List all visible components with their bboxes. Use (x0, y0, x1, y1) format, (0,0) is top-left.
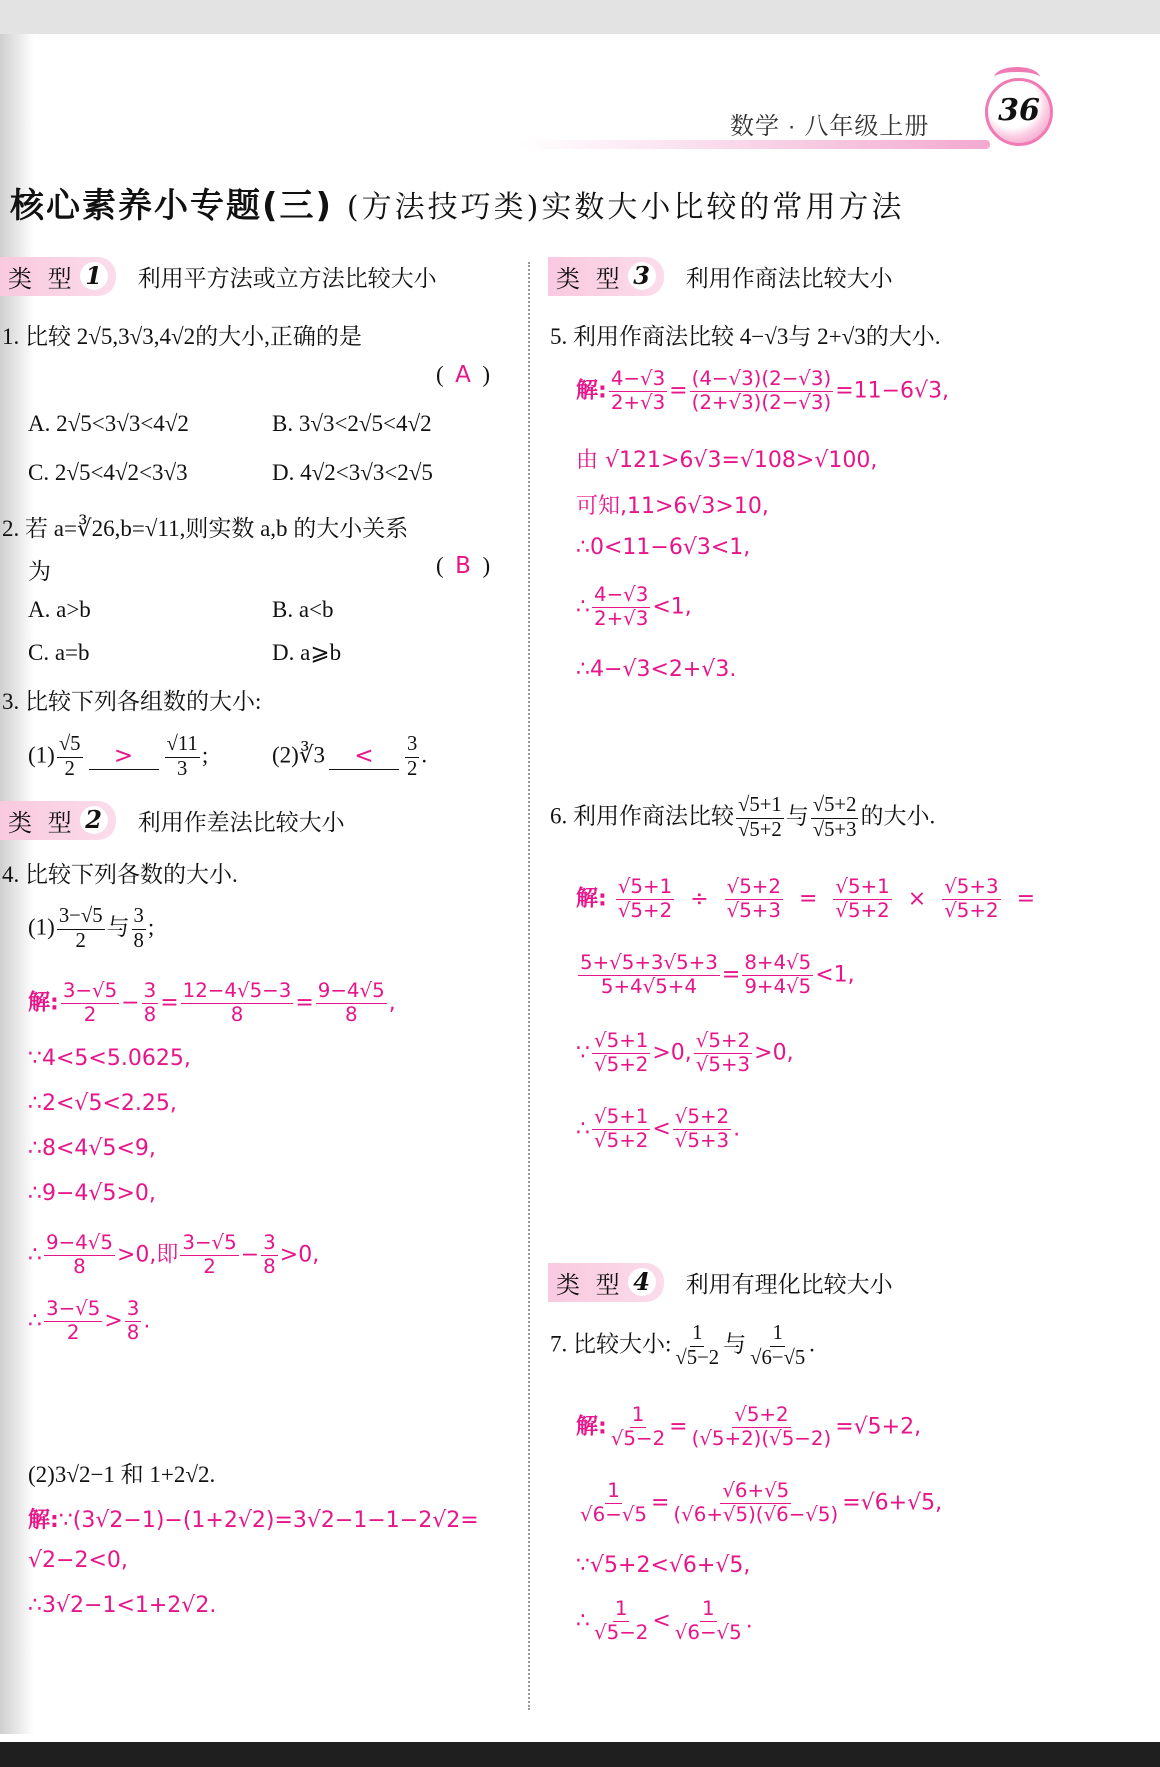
section-heading: 利用平方法或立方法比较大小 (137, 265, 437, 292)
q4-solution-line-6: ∴ $\frac{9-4√5}{8}$ >0,即 $\frac{3-√5}{2}$ − $\frac{3}{8}$ >0, (28, 1231, 320, 1278)
q2-option-c: C. a=b (28, 640, 90, 665)
section-type-2 (0, 802, 345, 838)
q4-part2-solution-2: √2−2<0, (28, 1548, 128, 1573)
q4-solution-line-7: ∴ $\frac{3-√5}{2}$ > $\frac{3}{8}$ . (28, 1297, 151, 1344)
q1-answer-bracket: ( A ) (436, 362, 491, 388)
q2-option-a: A. a>b (28, 597, 91, 622)
q6-stem: 6. 利用作商法比较 $\frac{√5+1}{√5+2}$ 与 $\frac{√5+2}{√5+3}$ 的大小. (550, 794, 936, 841)
q2-option-d: D. a⩾b (272, 640, 342, 665)
section-type-3 (548, 258, 893, 294)
section-heading: 利用有理化比较大小 (685, 1271, 893, 1298)
type-tag: 类 型 2 (0, 801, 116, 840)
section-heading: 利用作差法比较大小 (137, 809, 345, 836)
q1-option-b: B. 3√3<2√5<4√2 (272, 411, 432, 436)
type-tag: 类 型 4 (548, 1263, 664, 1302)
q4-solution-line-3: ∴2<√5<2.25, (28, 1091, 177, 1116)
q7-solution-line-2: $\frac{1}{√6-√5}$ = $\frac{√6+√5}{(√6+√5)(√6-√5)}$ =√6+√5, (580, 1479, 943, 1526)
q4-solution-line-2: ∵4<5<5.0625, (28, 1046, 191, 1071)
q5-solution-line-5: ∴ $\frac{4-√3}{2+√3}$ <1, (576, 583, 692, 630)
page-title (10, 178, 904, 227)
q7-solution-line-3: ∵√5+2<√6+√5, (576, 1553, 751, 1578)
q6-solution-line-4: ∴ $\frac{√5+1}{√5+2}$ < $\frac{√5+2}{√5+3}$ . (576, 1105, 741, 1152)
q3-stem: 3. 比较下列各组数的大小: (2, 689, 262, 714)
top-border (0, 0, 1160, 34)
q1-option-d: D. 4√2<3√3<2√5 (272, 460, 433, 485)
page-number-badge: 36 (985, 78, 1053, 146)
q5-solution-line-3: 可知,11>6√3>10, (576, 494, 769, 519)
q5-solution-line-1: 解: $\frac{4-√3}{2+√3}$ = $\frac{(4-√3)(2-√3)}{(2+√3)(2-√3)}$ =11−6√3, (576, 367, 950, 414)
bottom-border (0, 1742, 1160, 1767)
subject-header: 数学 · 八年级上册 (730, 113, 930, 140)
q7-solution-line-4: ∴ $\frac{1}{√5-2}$ < $\frac{1}{√6-√5}$ . (576, 1597, 753, 1644)
type-number: 2 (80, 806, 108, 834)
q4-part1: (1) $\frac{3-√5}{2}$ 与 $\frac{3}{8}$ ; (28, 905, 155, 952)
q6-solution-line-1: 解: $\frac{√5+1}{√5+2}$ ÷ $\frac{√5+2}{√5+3}$ = $\frac{√5+1}{√5+2}$ × $\frac{√5+3}{√5+2}$ = (576, 875, 1035, 922)
q7-solution-line-1: 解: $\frac{1}{√5-2}$ = $\frac{√5+2}{(√5+2)(√5-2)}$ =√5+2, (576, 1403, 922, 1450)
q2-answer: B (455, 553, 471, 579)
q3-fill-1: > (89, 743, 159, 770)
q1-stem: 1. 比较 2√5,3√3,4√2的大小,正确的是 (2, 324, 362, 349)
q1-option-c: C. 2√5<4√2<3√3 (28, 460, 188, 485)
q2-answer-bracket: ( B ) (436, 553, 491, 579)
q5-solution-line-4: ∴0<11−6√3<1, (576, 535, 751, 560)
q1-answer: A (455, 362, 471, 388)
section-heading: 利用作商法比较大小 (685, 265, 893, 292)
section-type-1 (0, 258, 437, 294)
q4-part2-solution-3: ∴3√2−1<1+2√2. (28, 1593, 217, 1618)
q4-stem: 4. 比较下列各数的大小. (2, 862, 238, 887)
q2-stem: 2. 若 a=∛26,b=√11,则实数 a,b 的大小关系 (2, 516, 409, 541)
q6-solution-line-2: $\frac{5+√5+3√5+3}{5+4√5+4}$ = $\frac{8+4√5}{9+4√5}$ <1, (580, 951, 855, 998)
type-number: 1 (80, 262, 108, 290)
title-main: 核心素养小专题(三) (10, 186, 334, 226)
q7-stem: 7. 比较大小: $\frac{1}{√5-2}$ 与 $\frac{1}{√6-√5}$ . (550, 1322, 815, 1369)
header-underline (520, 140, 990, 149)
type-number: 3 (628, 262, 656, 290)
q6-solution-line-3: ∵ $\frac{√5+1}{√5+2}$ >0, $\frac{√5+2}{√5+3}$ >0, (576, 1029, 794, 1076)
type-tag: 类 型 3 (548, 257, 664, 296)
type-tag: 类 型 1 (0, 257, 116, 296)
section-type-4 (548, 1264, 893, 1300)
q4-solution-line-4: ∴8<4√5<9, (28, 1136, 156, 1161)
q3-fill-2: < (329, 743, 399, 770)
title-sub: (方法技巧类)实数大小比较的常用方法 (346, 190, 905, 225)
q4-part2-solution-1: 解:∵(3√2−1)−(1+2√2)=3√2−1−1−2√2= (28, 1508, 479, 1533)
column-divider (528, 262, 530, 1710)
type-number: 4 (628, 1268, 656, 1296)
q5-stem: 5. 利用作商法比较 4−√3与 2+√3的大小. (550, 324, 941, 349)
q2-option-b: B. a<b (272, 597, 334, 622)
q3-part2: (2)∛3 < $\frac{3}{2}$ . (272, 733, 428, 780)
q2-stem-cont: 为 (28, 559, 51, 584)
q4-part2: (2)3√2−1 和 1+2√2. (28, 1462, 216, 1487)
q1-option-a: A. 2√5<3√3<4√2 (28, 411, 189, 436)
q4-solution-line-1: 解: $\frac{3-√5}{2}$ − $\frac{3}{8}$ = $\frac{12-4√5-3}{8}$ = $\frac{9-4√5}{8}$ , (28, 979, 396, 1026)
q5-solution-line-2: 由 √121>6√3=√108>√100, (576, 448, 878, 473)
q5-solution-line-6: ∴4−√3<2+√3. (576, 657, 737, 682)
q3-part1: (1) $\frac{√5}{2}$ > $\frac{√11}{3}$ ; (28, 733, 209, 780)
q4-solution-line-5: ∴9−4√5>0, (28, 1181, 156, 1206)
